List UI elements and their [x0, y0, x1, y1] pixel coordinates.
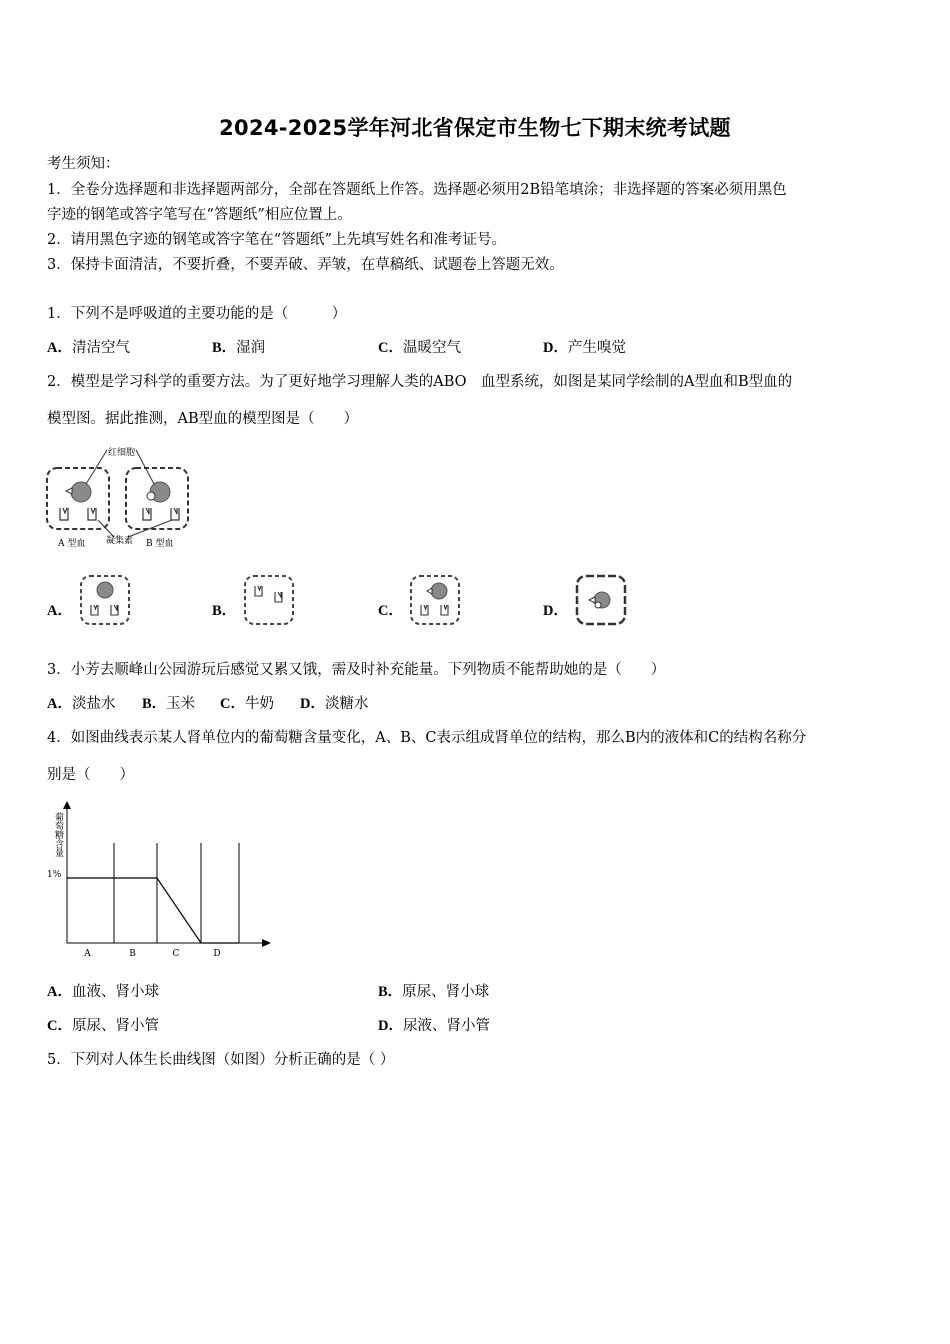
- q2-option-b-model: [243, 574, 295, 626]
- question-5-stem: 5．下列对人体生长曲线图（如图）分析正确的是（ ）: [47, 1052, 395, 1068]
- notice-item: 字迹的钢笔或答字笔写在“答题纸”相应位置上。: [47, 207, 352, 223]
- blood-type-figure: [44, 444, 194, 552]
- q2-option-b: B．: [212, 603, 237, 619]
- page-title: 2024-2025学年河北省保定市生物七下期末统考试题: [219, 116, 731, 140]
- question-3-stem: 3．小芳去顺峰山公园游玩后感觉又累又饿，需及时补充能量。下列物质不能帮助她的是（ ）: [47, 662, 666, 678]
- question-4-stem-cont: 别是（ ）: [47, 767, 134, 783]
- q1-option-c: C．温暖空气: [378, 340, 461, 356]
- q4-option-d: D．尿液、肾小管: [378, 1018, 490, 1034]
- x-tick-label: D: [213, 949, 221, 959]
- type-b-label: B 型血: [146, 539, 174, 549]
- q3-option-b: B．玉米: [142, 696, 196, 712]
- q2-option-d-model: [575, 574, 627, 626]
- q4-option-a: A．血液、肾小球: [47, 984, 159, 1000]
- question-2-stem-cont: 模型图。据此推测，AB型血的模型图是（ ）: [47, 411, 359, 427]
- q1-option-a: A．清洁空气: [47, 340, 130, 356]
- q4-option-c: C．原尿、肾小管: [47, 1018, 159, 1034]
- agglutinin-label: 凝集素: [106, 536, 134, 546]
- x-tick-label: A: [84, 949, 91, 959]
- q1-option-b: B．湿润: [212, 340, 266, 356]
- y-axis-arrow: [63, 801, 71, 809]
- type-a-label: A 型血: [58, 539, 86, 549]
- q2-option-a-model: [79, 574, 131, 626]
- notice-item: 3．保持卡面清洁，不要折叠，不要弄破、弄皱，在草稿纸、试题卷上答题无效。: [47, 257, 564, 273]
- y-tick-1pct: 1%: [47, 870, 62, 880]
- q2-option-d: D．: [543, 603, 568, 619]
- question-4-stem: 4．如图曲线表示某人肾单位内的葡萄糖含量变化，A、B、C表示组成肾单位的结构，那么B内的液体和C的结构名称分: [47, 730, 807, 746]
- q2-option-c: C．: [378, 603, 403, 619]
- question-1-stem: 1．下列不是呼吸道的主要功能的是（ ）: [47, 306, 347, 322]
- x-tick-label: C: [172, 949, 180, 959]
- rbc-label: 红细胞: [108, 448, 136, 458]
- q2-option-a: A．: [47, 603, 72, 619]
- x-tick-label: B: [129, 949, 136, 959]
- question-2-stem: 2．模型是学习科学的重要方法。为了更好地学习理解人类的ABO 血型系统，如图是某同学绘制的A型血和B型血的: [47, 374, 793, 390]
- q2-option-c-model: [409, 574, 461, 626]
- glucose-line: [67, 878, 239, 943]
- q3-option-d: D．淡糖水: [300, 696, 369, 712]
- q1-option-d: D．产生嗅觉: [543, 340, 626, 356]
- notice-item: 1．全卷分选择题和非选择题两部分，全部在答题纸上作答。选择题必须用2B铅笔填涂；非选择题的答案必须用黑色: [47, 182, 787, 198]
- glucose-chart: [40, 798, 280, 964]
- q3-option-c: C．牛奶: [220, 696, 274, 712]
- q3-option-a: A．淡盐水: [47, 696, 116, 712]
- y-axis-label: 葡萄糖含量: [53, 812, 63, 857]
- x-axis-arrow: [262, 939, 271, 947]
- notice-heading: 考生须知：: [47, 156, 120, 172]
- q4-option-b: B．原尿、肾小球: [378, 984, 490, 1000]
- notice-item: 2．请用黑色字迹的钢笔或答字笔在“答题纸”上先填写姓名和准考证号。: [47, 232, 507, 248]
